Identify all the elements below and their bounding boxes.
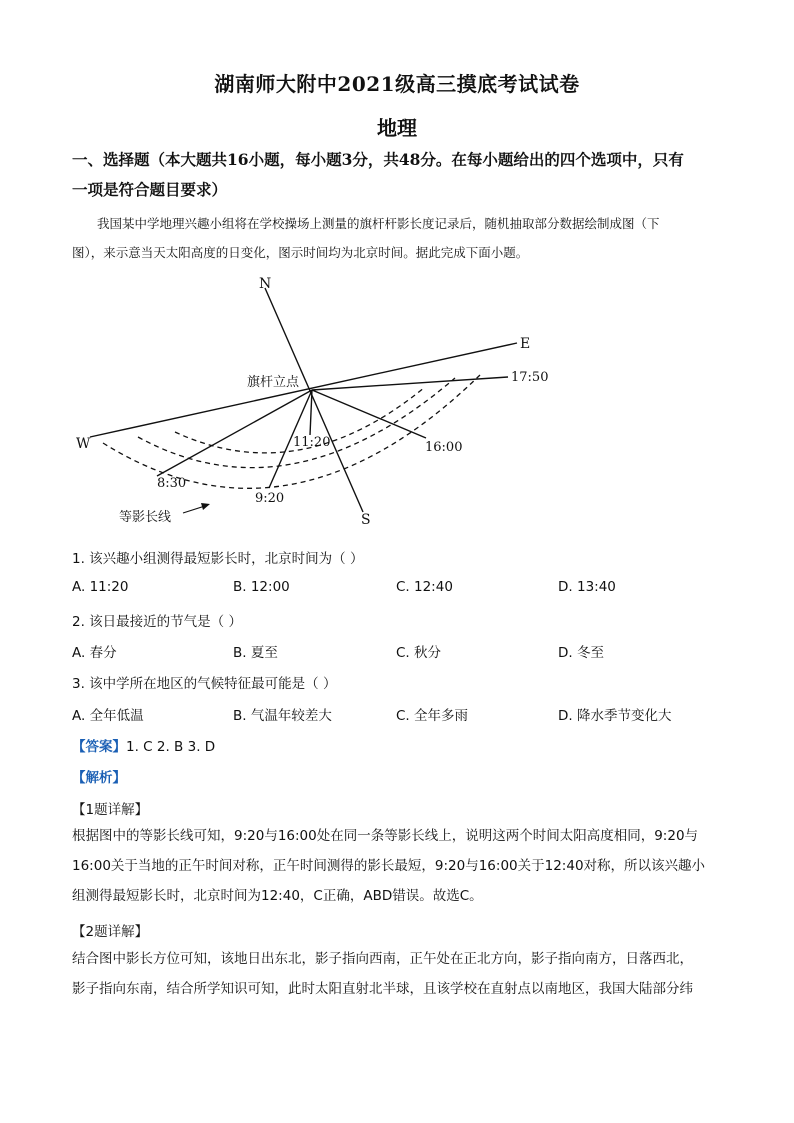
shadow-line-1120 [310, 390, 312, 435]
label-isoline: 等影长线 [119, 510, 172, 525]
section-heading-line1: 一、选择题（本大题共16小题，每小题3分，共48分。在每小题给出的四个选项中，只有 [72, 150, 684, 169]
question-2-option-c: C. 秋分 [396, 645, 442, 661]
label-north: N [259, 276, 272, 292]
question-2-stem: 2. 该日最接近的节气是（ ） [72, 614, 242, 630]
time-label-830: 8:30 [157, 476, 187, 491]
intro-line1: 我国某中学地理兴趣小组将在学校操场上测量的旗杆杆影长度记录后，随机抽取部分数据绘制成图（下 [97, 216, 660, 231]
question-3-option-b: B. 气温年较差大 [233, 708, 332, 724]
analysis-q1-line3: 组测得最短影长时，北京时间为12:40，C正确，ABD错误。故选C。 [72, 888, 483, 904]
document-title: 湖南师大附中2021级高三摸底考试试卷 [214, 72, 580, 96]
question-3-stem: 3. 该中学所在地区的气候特征最可能是（ ） [72, 676, 337, 692]
answer-label: 【答案】 [72, 739, 126, 755]
answer-values: 1. C 2. B 3. D [126, 739, 216, 755]
time-label-1120: 11:20 [293, 435, 331, 450]
analysis-q2-line1: 结合图中影长方位可知，该地日出东北，影子指向西南，正午处在正北方向，影子指向南方，日落西北， [72, 951, 693, 967]
question-1-stem: 1. 该兴趣小组测得最短影长时，北京时间为（ ） [72, 551, 364, 567]
isoline-pointer-head [201, 503, 210, 510]
question-1-option-a: A. 11:20 [72, 579, 129, 595]
analysis-label: 【解析】 [72, 770, 126, 786]
analysis-q1-line2: 16:00关于当地的正午时间对称，正午时间测得的影长最短，9:20与16:00关于12:40对称，所以该兴趣小 [72, 858, 706, 874]
west-east-axis [90, 343, 517, 437]
label-east: E [520, 336, 531, 352]
section-heading-line2: 一项是符合题目要求） [72, 180, 228, 199]
question-3-option-a: A. 全年低温 [72, 708, 144, 724]
label-west: W [76, 436, 91, 452]
question-3-option-c: C. 全年多雨 [396, 708, 469, 724]
question-1-option-b: B. 12:00 [233, 579, 290, 595]
time-label-1600: 16:00 [425, 440, 463, 455]
label-pole: 旗杆立点 [247, 375, 300, 390]
question-2-option-a: A. 春分 [72, 645, 117, 661]
shadow-line-1600 [312, 390, 426, 438]
question-2-option-d: D. 冬至 [558, 645, 604, 661]
document-subject: 地理 [377, 116, 417, 140]
north-south-axis [265, 288, 363, 512]
shadow-diagram [60, 268, 580, 540]
question-3-option-d: D. 降水季节变化大 [558, 708, 672, 724]
analysis-q2-heading: 【2题详解】 [72, 924, 149, 940]
shadow-line-830 [157, 390, 312, 476]
intro-line2: 图），来示意当天太阳高度的日变化，图示时间均为北京时间。据此完成下面小题。 [72, 245, 529, 260]
analysis-q1-heading: 【1题详解】 [72, 802, 149, 818]
answer-line [72, 735, 215, 755]
question-1-option-c: C. 12:40 [396, 579, 453, 595]
analysis-q1-line1: 根据图中的等影长线可知，9:20与16:00处在同一条等影长线上，说明这两个时间太阳高度相同，9:20与 [72, 828, 699, 844]
question-1-option-d: D. 13:40 [558, 579, 616, 595]
time-label-920: 9:20 [255, 491, 285, 506]
question-2-option-b: B. 夏至 [233, 645, 278, 661]
shadow-line-1750 [312, 377, 508, 390]
analysis-q2-line2: 影子指向东南，结合所学知识可知，此时太阳直射北半球，且该学校在直射点以南地区，我国大陆部分纬 [72, 981, 693, 997]
time-label-1750: 17:50 [511, 370, 549, 385]
label-south: S [361, 512, 371, 528]
